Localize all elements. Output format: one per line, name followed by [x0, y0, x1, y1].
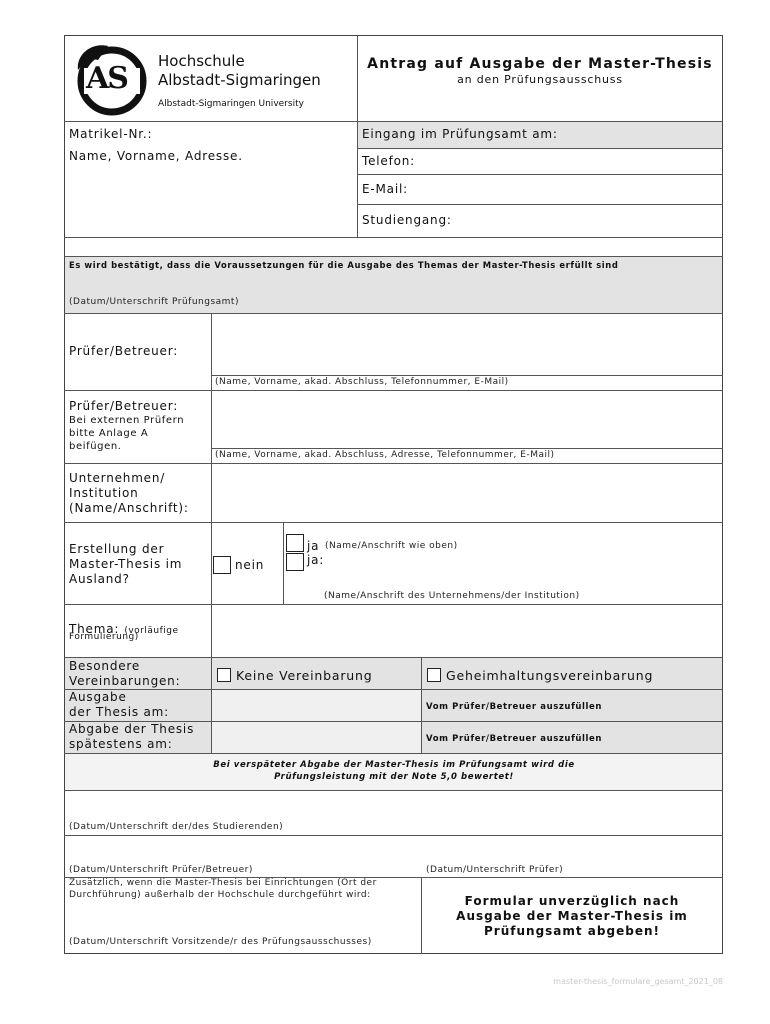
submit-note-line-2: Ausgabe der Master-Thesis im	[456, 909, 688, 923]
signature-supervisor: (Datum/Unterschrift Prüfer/Betreuer)	[69, 865, 253, 875]
studiengang-label: Studiengang:	[362, 213, 452, 227]
topic-input[interactable]	[212, 605, 722, 656]
nda-checkbox[interactable]	[427, 668, 441, 682]
warning-line-1: Bei verspäteter Abgabe der Master-Thesis im Prüfungsamt wird die	[213, 760, 575, 770]
topic-label-main: Thema:	[69, 622, 120, 636]
eingang-label: Eingang im Prüfungsamt am:	[362, 127, 558, 141]
submit-note-line-1: Formular unverzüglich nach	[464, 894, 680, 908]
examiner2-hint: (Name, Vorname, akad. Abschluss, Adresse, Telefonnummer, E-Mail)	[215, 450, 555, 460]
warning-line-2: Prüfungsleistung mit der Note 5,0 bewertet!	[274, 772, 514, 782]
examiner2-note-3: beifügen.	[69, 441, 122, 452]
school-name-line2: Albstadt-Sigmaringen	[158, 71, 321, 89]
special-label-2: Vereinbarungen:	[69, 674, 181, 688]
abroad-nein-label: nein	[235, 558, 265, 572]
due-note: Vom Prüfer/Betreuer auszufüllen	[426, 734, 603, 744]
examiner1-hint: (Name, Vorname, akad. Abschluss, Telefonnummer, E-Mail)	[215, 377, 509, 387]
abroad-label-3: Ausland?	[69, 572, 130, 586]
school-name-line1: Hochschule	[158, 52, 245, 70]
signature-student: (Datum/Unterschrift der/des Studierenden)	[69, 822, 284, 832]
examiner1-label: Prüfer/Betreuer:	[69, 344, 179, 358]
issue-label-2: der Thesis am:	[69, 705, 170, 719]
topic-label-small-2: Formulierung)	[69, 632, 139, 642]
abroad-ja-checkbox[interactable]	[286, 553, 304, 571]
abroad-ja-wie-oben-checkbox[interactable]	[286, 534, 304, 552]
due-label-1: Abgabe der Thesis	[69, 722, 195, 736]
examiner1-input[interactable]	[212, 314, 722, 374]
submit-note-line-3: Prüfungsamt abgeben!	[484, 924, 660, 938]
abroad-ja-wie-oben-label: ja	[307, 539, 320, 553]
extra-note-2: Durchführung) außerhalb der Hochschule durchgeführt wird:	[69, 890, 371, 900]
company-input[interactable]	[212, 464, 722, 521]
name-address-label: Name, Vorname, Adresse.	[69, 149, 243, 163]
signature-examiner: (Datum/Unterschrift Prüfer)	[426, 865, 564, 875]
abroad-ja-wie-oben-hint: (Name/Anschrift wie oben)	[325, 541, 458, 551]
company-label-2: Institution	[69, 486, 139, 500]
abroad-label-1: Erstellung der	[69, 542, 165, 556]
no-agreement-checkbox[interactable]	[217, 668, 231, 682]
telefon-label: Telefon:	[362, 154, 416, 168]
nda-label: Geheimhaltungsvereinbarung	[446, 668, 654, 683]
footer-filename: master-thesis_formulare_gesamt_2021_08	[553, 977, 723, 986]
examiner2-note-1: Bei externen Prüfern	[69, 415, 185, 426]
abroad-nein-checkbox[interactable]	[213, 556, 231, 574]
no-agreement-label: Keine Vereinbarung	[236, 668, 373, 683]
special-label-1: Besondere	[69, 659, 141, 673]
issue-note: Vom Prüfer/Betreuer auszufüllen	[426, 702, 603, 712]
form-title: Antrag auf Ausgabe der Master-Thesis	[367, 56, 713, 72]
abroad-label-2: Master-Thesis im	[69, 557, 183, 571]
examiner2-label: Prüfer/Betreuer:	[69, 399, 179, 413]
signature-chair: (Datum/Unterschrift Vorsitzende/r des Prüfungsausschusses)	[69, 937, 372, 947]
logo-letters: AS	[86, 61, 127, 96]
abroad-company-hint: (Name/Anschrift des Unternehmens/der Institution)	[324, 591, 580, 601]
matrikel-label: Matrikel-Nr.:	[69, 127, 153, 141]
issue-label-1: Ausgabe	[69, 690, 127, 704]
confirmation-text: Es wird bestätigt, dass die Voraussetzungen für die Ausgabe des Themas der Master-Thesis erfüllt sind	[69, 260, 619, 270]
school-name-english: Albstadt-Sigmaringen University	[158, 99, 304, 109]
due-label-2: spätestens am:	[69, 737, 173, 751]
extra-note-1: Zusätzlich, wenn die Master-Thesis bei Einrichtungen (Ort der	[69, 878, 377, 888]
company-label-1: Unternehmen/	[69, 471, 166, 485]
examiner2-note-2: bitte Anlage A	[69, 428, 149, 439]
topic-label-small: (vorläufige	[124, 626, 179, 636]
abroad-ja-label: ja:	[307, 553, 325, 567]
email-label: E-Mail:	[362, 182, 408, 196]
examiner2-input[interactable]	[212, 391, 722, 447]
signature-pruefungsamt: (Datum/Unterschrift Prüfungsamt)	[69, 297, 239, 307]
company-label-3: (Name/Anschrift):	[69, 501, 189, 515]
form-subtitle: an den Prüfungsausschuss	[457, 73, 623, 86]
